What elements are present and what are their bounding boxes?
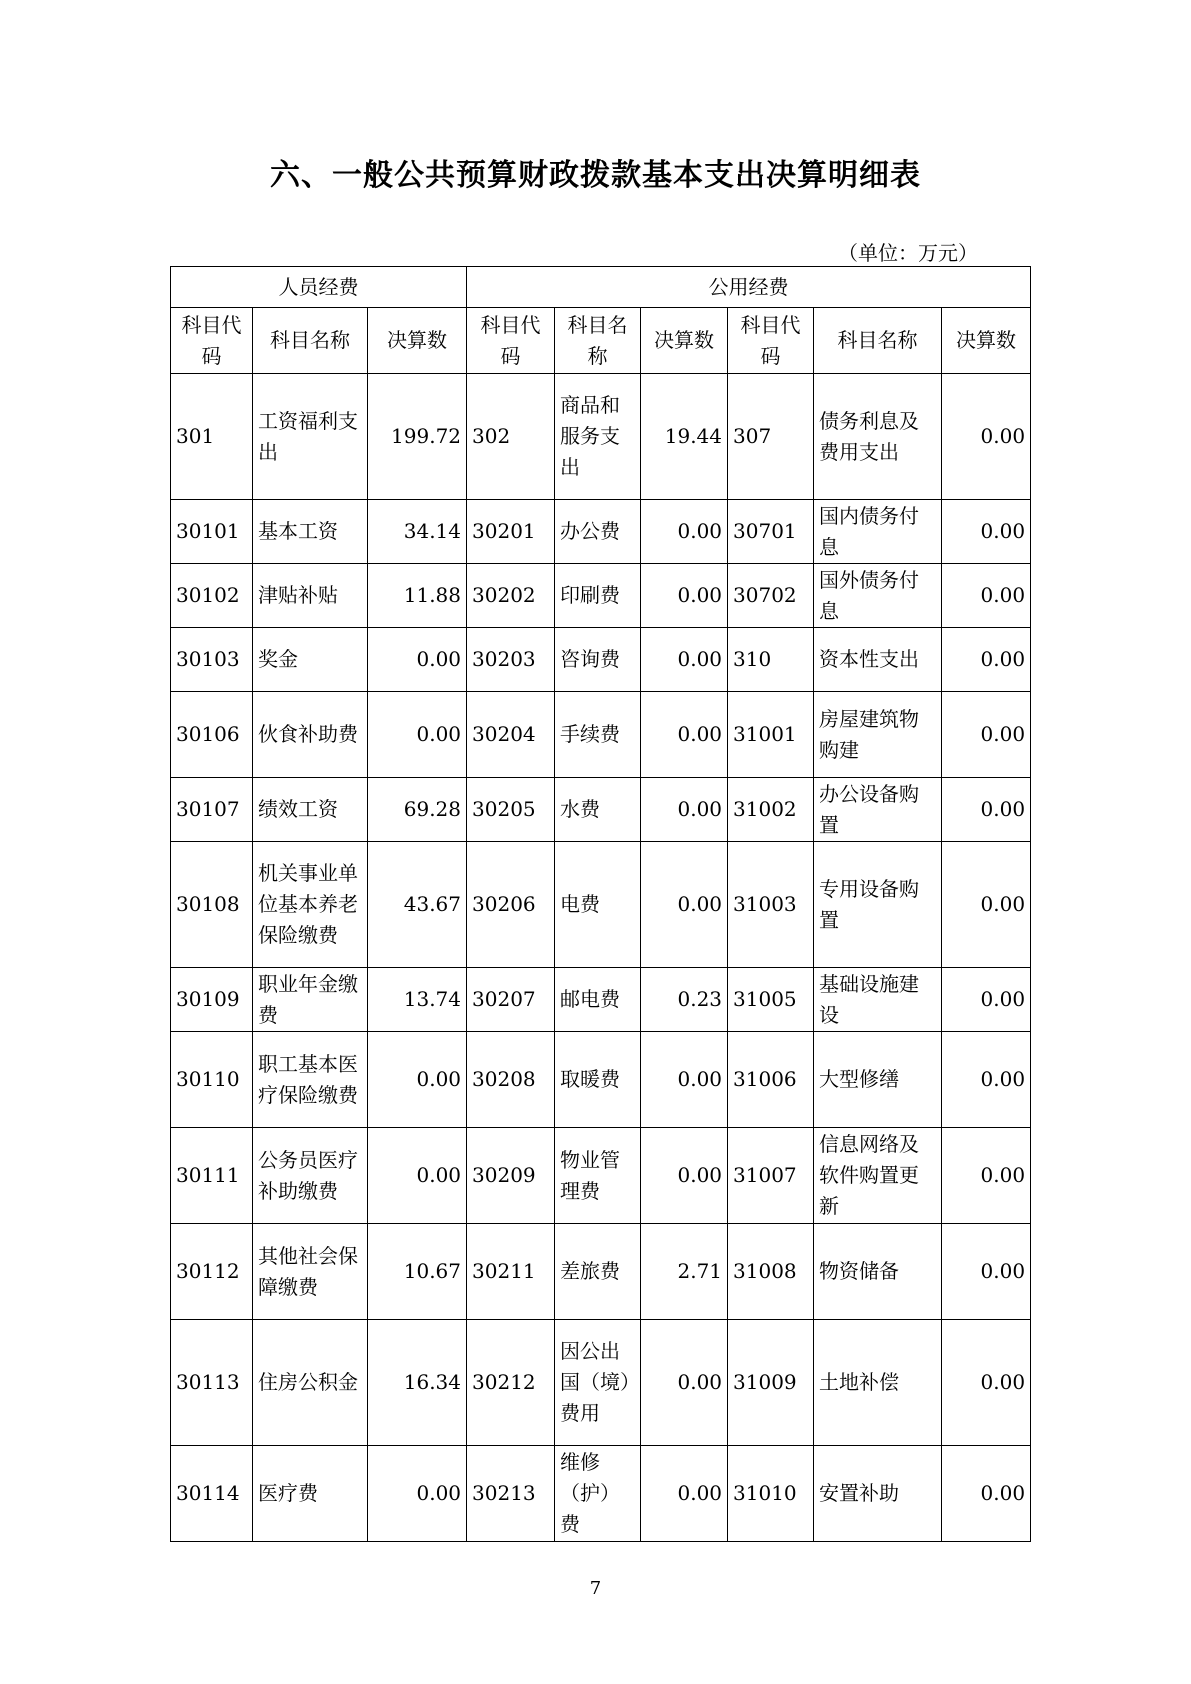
table-row [171,500,1031,564]
name-cell: 奖金 [253,628,368,692]
code-cell: 302 [467,374,555,500]
code-cell: 30702 [728,564,814,628]
name-cell: 国内债务付息 [814,500,942,564]
amount-cell: 16.34 [368,1320,467,1446]
header-cell: 科目代码 [171,308,253,374]
header-cell: 科目名称 [814,308,942,374]
name-cell: 物业管理费 [555,1128,641,1224]
code-cell: 30108 [171,842,253,968]
name-cell: 商品和服务支出 [555,374,641,500]
amount-cell: 0.00 [942,778,1031,842]
name-cell: 办公费 [555,500,641,564]
amount-cell: 0.00 [641,628,728,692]
name-cell: 专用设备购置 [814,842,942,968]
code-cell: 30701 [728,500,814,564]
amount-cell: 19.44 [641,374,728,500]
header-cell: 科目名称 [555,308,641,374]
amount-cell: 43.67 [368,842,467,968]
amount-cell: 34.14 [368,500,467,564]
section-public: 公用经费 [467,267,1031,308]
name-cell: 信息网络及软件购置更新 [814,1128,942,1224]
name-cell: 伙食补助费 [253,692,368,778]
name-cell: 资本性支出 [814,628,942,692]
name-cell: 职工基本医疗保险缴费 [253,1032,368,1128]
amount-cell: 11.88 [368,564,467,628]
budget-table [170,266,1031,1542]
code-cell: 31002 [728,778,814,842]
code-cell: 30101 [171,500,253,564]
amount-cell: 0.00 [942,1320,1031,1446]
code-cell: 307 [728,374,814,500]
page-number: 7 [589,1578,602,1599]
code-cell: 30107 [171,778,253,842]
code-cell: 30112 [171,1224,253,1320]
name-cell: 土地补偿 [814,1320,942,1446]
code-cell: 31008 [728,1224,814,1320]
header-cell: 科目名称 [253,308,368,374]
table-row [171,1446,1031,1542]
name-cell: 基本工资 [253,500,368,564]
code-cell: 31009 [728,1320,814,1446]
code-cell: 31003 [728,842,814,968]
code-cell: 30206 [467,842,555,968]
header-cell: 科目代码 [467,308,555,374]
amount-cell: 0.00 [641,1446,728,1542]
code-cell: 30202 [467,564,555,628]
table-row [171,842,1031,968]
table-row [171,1032,1031,1128]
amount-cell: 0.00 [368,1446,467,1542]
table-row [171,778,1031,842]
code-cell: 30205 [467,778,555,842]
code-cell: 31010 [728,1446,814,1542]
name-cell: 办公设备购置 [814,778,942,842]
name-cell: 安置补助 [814,1446,942,1542]
table-row [171,1320,1031,1446]
amount-cell: 0.00 [942,1032,1031,1128]
table-row [171,628,1031,692]
amount-cell: 0.00 [942,628,1031,692]
amount-cell: 0.00 [641,778,728,842]
name-cell: 维修（护）费 [555,1446,641,1542]
name-cell: 手续费 [555,692,641,778]
amount-cell: 0.00 [641,1320,728,1446]
name-cell: 印刷费 [555,564,641,628]
table-row [171,968,1031,1032]
amount-cell: 0.00 [368,1128,467,1224]
name-cell: 因公出国（境）费用 [555,1320,641,1446]
code-cell: 30109 [171,968,253,1032]
table-row [171,1224,1031,1320]
amount-cell: 0.00 [942,1224,1031,1320]
amount-cell: 0.00 [368,692,467,778]
amount-cell: 0.00 [368,628,467,692]
code-cell: 31001 [728,692,814,778]
table-row [171,1128,1031,1224]
name-cell: 机关事业单位基本养老保险缴费 [253,842,368,968]
amount-cell: 2.71 [641,1224,728,1320]
name-cell: 大型修缮 [814,1032,942,1128]
table-row [171,374,1031,500]
code-cell: 30209 [467,1128,555,1224]
unit-label: （单位：万元） [838,241,978,265]
code-cell: 30102 [171,564,253,628]
amount-cell: 69.28 [368,778,467,842]
amount-cell: 0.00 [942,374,1031,500]
code-cell: 30203 [467,628,555,692]
section-personnel: 人员经费 [171,267,467,308]
amount-cell: 0.00 [641,1032,728,1128]
amount-cell: 0.00 [641,500,728,564]
header-cell: 决算数 [641,308,728,374]
amount-cell: 0.00 [942,692,1031,778]
table-row [171,564,1031,628]
code-cell: 31006 [728,1032,814,1128]
code-cell: 30204 [467,692,555,778]
name-cell: 基础设施建设 [814,968,942,1032]
name-cell: 医疗费 [253,1446,368,1542]
name-cell: 邮电费 [555,968,641,1032]
name-cell: 绩效工资 [253,778,368,842]
amount-cell: 0.00 [641,842,728,968]
amount-cell: 0.00 [641,1128,728,1224]
amount-cell: 13.74 [368,968,467,1032]
name-cell: 住房公积金 [253,1320,368,1446]
amount-cell: 0.00 [942,842,1031,968]
code-cell: 30201 [467,500,555,564]
name-cell: 水费 [555,778,641,842]
code-cell: 30114 [171,1446,253,1542]
code-cell: 30111 [171,1128,253,1224]
name-cell: 津贴补贴 [253,564,368,628]
code-cell: 31007 [728,1128,814,1224]
name-cell: 差旅费 [555,1224,641,1320]
amount-cell: 0.00 [942,564,1031,628]
name-cell: 职业年金缴费 [253,968,368,1032]
amount-cell: 0.00 [942,1128,1031,1224]
name-cell: 国外债务付息 [814,564,942,628]
code-cell: 30207 [467,968,555,1032]
table-row [171,692,1031,778]
code-cell: 30212 [467,1320,555,1446]
code-cell: 310 [728,628,814,692]
page-title: 六、一般公共预算财政拨款基本支出决算明细表 [270,158,921,193]
code-cell: 30211 [467,1224,555,1320]
name-cell: 工资福利支出 [253,374,368,500]
code-cell: 30213 [467,1446,555,1542]
amount-cell: 0.00 [368,1032,467,1128]
name-cell: 公务员医疗补助缴费 [253,1128,368,1224]
code-cell: 30113 [171,1320,253,1446]
amount-cell: 10.67 [368,1224,467,1320]
name-cell: 房屋建筑物购建 [814,692,942,778]
header-cell: 决算数 [942,308,1031,374]
header-cell: 科目代码 [728,308,814,374]
name-cell: 债务利息及费用支出 [814,374,942,500]
code-cell: 30103 [171,628,253,692]
code-cell: 30208 [467,1032,555,1128]
name-cell: 咨询费 [555,628,641,692]
amount-cell: 0.00 [641,564,728,628]
name-cell: 其他社会保障缴费 [253,1224,368,1320]
amount-cell: 0.00 [942,1446,1031,1542]
amount-cell: 0.00 [641,692,728,778]
header-cell: 决算数 [368,308,467,374]
amount-cell: 0.00 [942,968,1031,1032]
code-cell: 301 [171,374,253,500]
code-cell: 31005 [728,968,814,1032]
amount-cell: 0.23 [641,968,728,1032]
amount-cell: 0.00 [942,500,1031,564]
code-cell: 30110 [171,1032,253,1128]
amount-cell: 199.72 [368,374,467,500]
code-cell: 30106 [171,692,253,778]
name-cell: 取暖费 [555,1032,641,1128]
name-cell: 物资储备 [814,1224,942,1320]
name-cell: 电费 [555,842,641,968]
